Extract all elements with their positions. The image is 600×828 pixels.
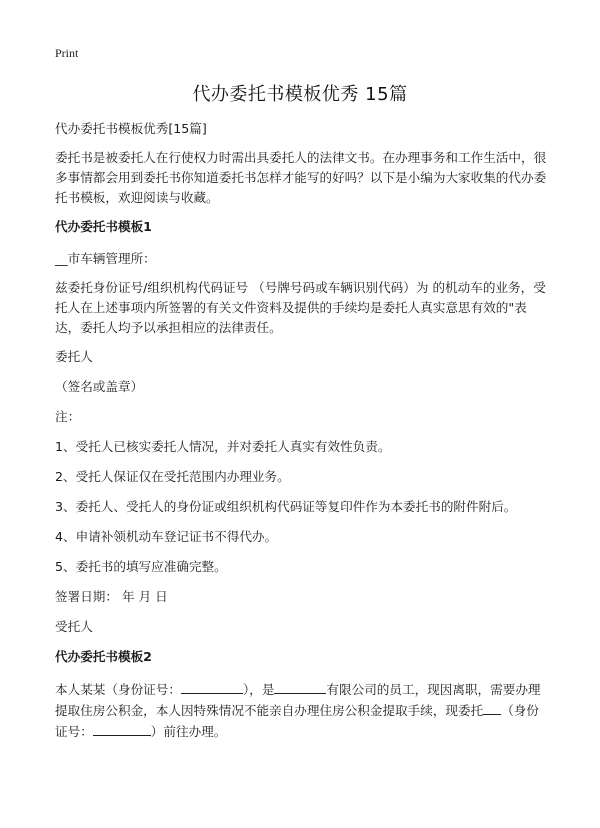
- signature-note: （签名或盖章）: [55, 379, 144, 394]
- print-link[interactable]: Print: [55, 46, 79, 60]
- id-number-blank: [181, 679, 243, 694]
- agent-label: 受托人: [55, 619, 93, 634]
- notes-label: 注：: [55, 409, 81, 424]
- section-heading-1: 代办委托书模板1: [55, 219, 152, 234]
- company-name-blank: [274, 679, 326, 694]
- employee-text-part: ）前往办理。: [150, 724, 227, 739]
- signing-date-line: 签署日期： 年 月 日: [55, 589, 168, 604]
- document-title: 代办委托书模板优秀 15篇: [192, 84, 408, 105]
- authorization-paragraph: 兹委托身份证号/组织机构代码证号 （号牌号码或车辆识别代码）为 的机动车的业务，受托人在上述事项内所签署的有关文件资料及提供的手续均是委托人真实意思有效的"表达，委托人均予以承担相应的法律责任。: [55, 280, 546, 335]
- recipient-line: __市车辆管理所：: [55, 251, 156, 266]
- employee-text-part: 本人某某（身份证号：: [55, 682, 181, 697]
- note-item: 2、受托人保证仅在受托范围内办理业务。: [55, 469, 290, 484]
- employee-text-part: （身份证号：: [55, 703, 539, 739]
- employee-paragraph: [55, 679, 548, 742]
- note-item: 3、委托人、受托人的身份证或组织机构代码证等复印件作为本委托书的附件附后。: [55, 499, 517, 514]
- note-item: 4、申请补领机动车登记证书不得代办。: [55, 529, 278, 544]
- employee-text-part: ），是: [242, 682, 275, 697]
- agent-name-blank: [483, 700, 501, 715]
- principal-label: 委托人: [55, 349, 93, 364]
- document-subtitle: 代办委托书模板优秀[15篇]: [55, 121, 207, 136]
- note-item: 5、委托书的填写应准确完整。: [55, 559, 227, 574]
- intro-paragraph: 委托书是被委托人在行使权力时需出具委托人的法律文书。在办理事务和工作生活中，很多事情都会用到委托书你知道委托书怎样才能写的好吗？以下是小编为大家收集的代办委托书模板，欢迎阅读与收藏。: [55, 150, 547, 205]
- employee-text-part: 有限公司的员工，现因离职，需要办理提取住房公积金，本人因特殊情况不能亲自办理住房公积金提取手续，现委托: [55, 682, 541, 718]
- document-body: [55, 119, 548, 751]
- agent-id-blank: [93, 721, 151, 736]
- section-heading-2: 代办委托书模板2: [55, 649, 152, 664]
- note-item: 1、受托人已核实委托人情况，并对委托人真实有效性负责。: [55, 439, 391, 454]
